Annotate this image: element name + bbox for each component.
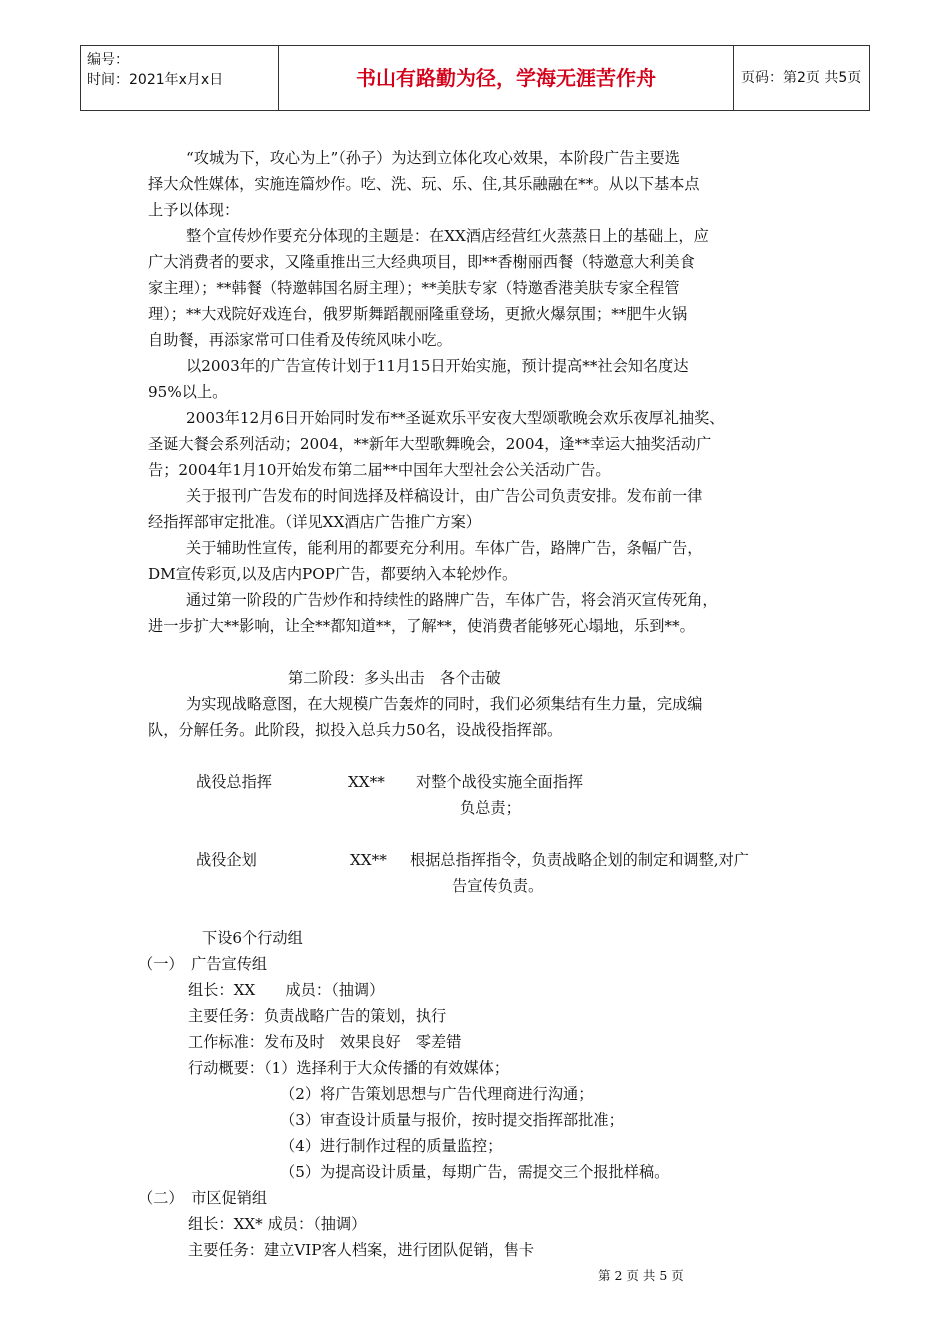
text-line: 行动概要：（1）选择利于大众传播的有效媒体； — [188, 1059, 510, 1077]
date-line: 时间：2021年x月x日 — [87, 72, 224, 88]
text-line: 进一步扩大**影响，让全**都知道**，了解**，使消费者能够死心塌地，乐到**。 — [148, 617, 695, 635]
number-label: 编号： — [87, 52, 129, 68]
text-line: 上予以体现： — [148, 201, 240, 219]
text-line: 经指挥部审定批准。（详见XX酒店广告推广方案） — [148, 513, 481, 531]
list-item: （2）将广告策划思想与广告代理商进行沟通； — [280, 1085, 594, 1103]
role-title: 战役企划 — [196, 851, 257, 869]
text-line: “攻城为下，攻心为上”（孙子）为达到立体化攻心效果，本阶段广告主要选 — [186, 149, 680, 167]
role-person: XX** — [348, 773, 385, 791]
text-line: 队，分解任务。此阶段，拟投入总兵力50名，设战役指挥部。 — [148, 721, 563, 739]
role-duty: 告宣传负责。 — [452, 877, 544, 895]
list-item: （4）进行制作过程的质量监控； — [280, 1137, 503, 1155]
section-heading: 第二阶段：多头出击 各个击破 — [288, 669, 501, 687]
text-line: 下设6个行动组 — [202, 929, 303, 947]
text-line: 自助餐，再添家常可口佳肴及传统风味小吃。 — [148, 331, 452, 349]
text-line: 工作标准：发布及时 效果良好 零差错 — [188, 1033, 462, 1051]
text-line: 关于辅助性宣传，能利用的都要充分利用。车体广告，路牌广告，条幅广告， — [186, 539, 703, 557]
text-line: 主要任务：负责战略广告的策划，执行 — [188, 1007, 447, 1025]
text-line: 2003年12月6日开始同时发布**圣诞欢乐平安夜大型颂歌晚会欢乐夜厚礼抽奖、 — [186, 409, 725, 427]
list-item: （3）审查设计质量与报价，按时提交指挥部批准； — [280, 1111, 624, 1129]
role-duty: 对整个战役实施全面指挥 — [416, 773, 584, 791]
group-heading: （二） 市区促销组 — [138, 1189, 268, 1207]
text-line: 为实现战略意图，在大规模广告轰炸的同时，我们必须集结有生力量，完成编 — [186, 695, 703, 713]
text-line: 家主理）；**韩餐（特邀韩国名厨主理）；**美肤专家（特邀香港美肤专家全程管 — [148, 279, 680, 297]
text-line: 广大消费者的要求，又隆重推出三大经典项目，即**香榭丽西餐（特邀意大利美食 — [148, 253, 695, 271]
text-line: 主要任务：建立VIP客人档案，进行团队促销，售卡 — [188, 1241, 535, 1259]
list-item: （5）为提高设计质量，每期广告，需提交三个报批样稿。 — [280, 1163, 670, 1181]
role-duty: 根据总指挥指令，负责战略企划的制定和调整,对广 — [410, 851, 749, 869]
header-page-info: 页码：第2页 共5页 — [741, 70, 862, 86]
text-line: 理）；**大戏院好戏连台，俄罗斯舞蹈靓丽隆重登场，更掀火爆氛围；**肥牛火锅 — [148, 305, 688, 323]
role-person: XX** — [350, 851, 387, 869]
role-title: 战役总指挥 — [196, 773, 272, 791]
text-line: 告；2004年1月10开始发布第二届**中国年大型社会公关活动广告。 — [148, 461, 611, 479]
group-heading: （一） 广告宣传组 — [138, 955, 268, 973]
text-line: 关于报刊广告发布的时间选择及样稿设计，由广告公司负责安排。发布前一律 — [186, 487, 703, 505]
text-line: 通过第一阶段的广告炒作和持续性的路牌广告，车体广告，将会消灭宣传死角， — [186, 591, 718, 609]
header-motto: 书山有路勤为径，学海无涯苦作舟 — [279, 46, 734, 110]
header-meta — [81, 46, 279, 110]
text-line: 圣诞大餐会系列活动；2004，**新年大型歌舞晚会，2004，逢**幸运大抽奖活动广 — [148, 435, 712, 453]
page-header — [80, 45, 870, 111]
text-line: 择大众性媒体，实施连篇炒作。吃、洗、玩、乐、住,其乐融融在**。从以下基本点 — [148, 175, 700, 193]
text-line: 以2003年的广告宣传计划于11月15日开始实施，预计提高**社会知名度达 — [186, 357, 689, 375]
text-line: DM宣传彩页,以及店内POP广告，都要纳入本轮炒作。 — [148, 565, 518, 583]
text-line: 95%以上。 — [148, 383, 228, 401]
role-duty: 负总责； — [460, 799, 521, 817]
text-line: 组长：XX 成员：（抽调） — [188, 981, 385, 999]
text-line: 组长：XX* 成员：（抽调） — [188, 1215, 367, 1233]
page-footer: 第 2 页 共 5 页 — [598, 1268, 684, 1283]
text-line: 整个宣传炒作要充分体现的主题是：在XX酒店经营红火蒸蒸日上的基础上，应 — [186, 227, 709, 245]
